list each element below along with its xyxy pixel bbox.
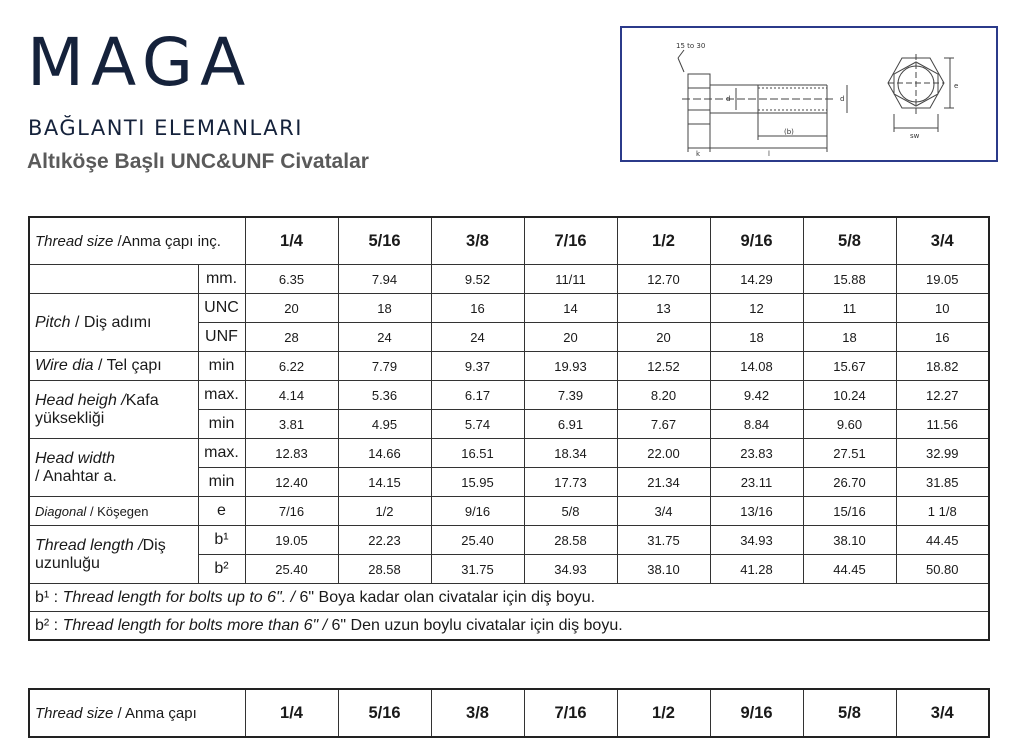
thread-size-label-en: Thread size (35, 232, 114, 250)
value-cell: 11 (803, 294, 896, 323)
thread-size-label-tr: /Anma çapı inç. (113, 232, 221, 250)
row-label-tr: Kafa yüksekliği (35, 391, 159, 427)
size-header: 1/4 (245, 217, 338, 265)
value-cell: 28.58 (338, 555, 431, 584)
value-cell: 20 (524, 323, 617, 352)
value-cell: 12 (710, 294, 803, 323)
value-cell: 7.79 (338, 352, 431, 381)
header-row (29, 217, 989, 265)
value-cell: 20 (617, 323, 710, 352)
unit-cell: max. (198, 381, 245, 410)
value-cell: 50.80 (896, 555, 989, 584)
size-header: 7/16 (524, 217, 617, 265)
value-cell: 14.08 (710, 352, 803, 381)
brand-logo: MAGA (27, 24, 253, 101)
value-cell: 44.45 (803, 555, 896, 584)
value-cell: 9.37 (431, 352, 524, 381)
unit-cell: mm. (198, 265, 245, 294)
thread-size-label-2-tr: / Anma çapı (113, 704, 197, 722)
value-cell: 19.05 (245, 526, 338, 555)
value-cell: 20 (245, 294, 338, 323)
size-header: 5/16 (338, 689, 431, 737)
size-header: 7/16 (524, 689, 617, 737)
row-label (29, 265, 198, 294)
unit-cell: UNF (198, 323, 245, 352)
unit-cell: UNC (198, 294, 245, 323)
drawing-label-k: k (696, 150, 701, 158)
value-cell: 8.20 (617, 381, 710, 410)
value-cell: 11.56 (896, 410, 989, 439)
size-header: 9/16 (710, 217, 803, 265)
footnote-mark: b¹ : (35, 588, 63, 606)
value-cell: 12.70 (617, 265, 710, 294)
unit-cell: b¹ (198, 526, 245, 555)
row-label (29, 294, 198, 352)
value-cell: 14.29 (710, 265, 803, 294)
value-cell: 22.00 (617, 439, 710, 468)
value-cell: 9/16 (431, 497, 524, 526)
value-cell: 15.88 (803, 265, 896, 294)
value-cell: 38.10 (617, 555, 710, 584)
unit-cell: min (198, 468, 245, 497)
value-cell: 14 (524, 294, 617, 323)
table-row (29, 497, 989, 526)
row-label (29, 352, 198, 381)
size-header: 9/16 (710, 689, 803, 737)
size-header: 5/16 (338, 217, 431, 265)
value-cell: 13 (617, 294, 710, 323)
value-cell: 25.40 (431, 526, 524, 555)
drawing-label-ds: d (840, 95, 845, 103)
bolt-drawing-svg (622, 28, 996, 160)
value-cell: 3/4 (617, 497, 710, 526)
value-cell: 7.94 (338, 265, 431, 294)
bolt-spec-table (28, 216, 990, 641)
table-row (29, 265, 989, 294)
unit-cell: min (198, 410, 245, 439)
value-cell: 14.66 (338, 439, 431, 468)
size-header: 3/4 (896, 689, 989, 737)
value-cell: 5.36 (338, 381, 431, 410)
thread-size-label-2 (29, 689, 245, 737)
value-cell: 18 (338, 294, 431, 323)
row-label (29, 526, 198, 584)
value-cell: 12.27 (896, 381, 989, 410)
value-cell: 41.28 (710, 555, 803, 584)
row-label-en: Thread length / (35, 536, 143, 554)
footnote-mark: b² : (35, 616, 63, 634)
row-label-tr: / Diş adımı (70, 313, 152, 331)
size-header: 1/2 (617, 217, 710, 265)
row-label-tr: Diş uzunluğu (35, 536, 166, 572)
value-cell: 7.67 (617, 410, 710, 439)
drawing-label-b: (b) (784, 128, 794, 136)
value-cell: 28.58 (524, 526, 617, 555)
value-cell: 19.93 (524, 352, 617, 381)
value-cell: 12.40 (245, 468, 338, 497)
value-cell: 18 (803, 323, 896, 352)
footnote-tr: 6" Boya kadar olan civatalar için diş boyu. (299, 588, 596, 606)
drawing-label-d: d (726, 95, 731, 103)
value-cell: 5/8 (524, 497, 617, 526)
table-row (29, 352, 989, 381)
value-cell: 7/16 (245, 497, 338, 526)
drawing-label-l: l (768, 150, 770, 158)
value-cell: 21.34 (617, 468, 710, 497)
row-label-tr: / Tel çapı (93, 357, 162, 374)
drawing-angle-label: 15 to 30 (676, 42, 706, 50)
value-cell: 25.40 (245, 555, 338, 584)
value-cell: 16.51 (431, 439, 524, 468)
row-label-tr: / Köşegen (86, 503, 149, 519)
value-cell: 44.45 (896, 526, 989, 555)
value-cell: 38.10 (803, 526, 896, 555)
size-header: 1/4 (245, 689, 338, 737)
value-cell: 15.95 (431, 468, 524, 497)
footnote-row (29, 584, 989, 612)
value-cell: 9.42 (710, 381, 803, 410)
value-cell: 6.22 (245, 352, 338, 381)
value-cell: 3.81 (245, 410, 338, 439)
bolt-technical-drawing (620, 26, 998, 162)
value-cell: 8.84 (710, 410, 803, 439)
row-label (29, 439, 198, 497)
value-cell: 9.60 (803, 410, 896, 439)
value-cell: 12.83 (245, 439, 338, 468)
thread-size-label (29, 217, 245, 265)
drawing-label-sw: sw (910, 132, 920, 140)
value-cell: 16 (896, 323, 989, 352)
table-row (29, 439, 989, 468)
header-row-2 (29, 689, 989, 737)
footnote-tr: 6" Den uzun boylu civatalar için diş boyu. (331, 616, 623, 634)
value-cell: 24 (338, 323, 431, 352)
table-row (29, 526, 989, 555)
value-cell: 18.82 (896, 352, 989, 381)
footnote-row (29, 612, 989, 641)
value-cell: 6.17 (431, 381, 524, 410)
unit-cell: b² (198, 555, 245, 584)
value-cell: 31.85 (896, 468, 989, 497)
value-cell: 1 1/8 (896, 497, 989, 526)
size-header: 3/8 (431, 217, 524, 265)
row-label-en: Wire dia (35, 357, 94, 374)
value-cell: 10 (896, 294, 989, 323)
value-cell: 18.34 (524, 439, 617, 468)
drawing-label-e: e (954, 82, 959, 90)
value-cell: 17.73 (524, 468, 617, 497)
value-cell: 12.52 (617, 352, 710, 381)
size-header: 5/8 (803, 217, 896, 265)
value-cell: 15.67 (803, 352, 896, 381)
table-row (29, 381, 989, 410)
value-cell: 7.39 (524, 381, 617, 410)
row-label-en: Diagonal (35, 503, 87, 519)
value-cell: 11/11 (524, 265, 617, 294)
value-cell: 13/16 (710, 497, 803, 526)
brand-tagline: BAĞLANTI ELEMANLARI (28, 116, 303, 140)
value-cell: 6.35 (245, 265, 338, 294)
row-label-tr: / Anahtar a. (35, 467, 117, 485)
value-cell: 9.52 (431, 265, 524, 294)
unit-cell: e (198, 497, 245, 526)
footnote-en: Thread length for bolts more than 6" / (62, 616, 332, 634)
value-cell: 31.75 (431, 555, 524, 584)
value-cell: 22.23 (338, 526, 431, 555)
value-cell: 26.70 (803, 468, 896, 497)
value-cell: 18 (710, 323, 803, 352)
value-cell: 19.05 (896, 265, 989, 294)
value-cell: 34.93 (524, 555, 617, 584)
footnote (29, 584, 989, 612)
value-cell: 16 (431, 294, 524, 323)
size-header: 3/8 (431, 689, 524, 737)
page-title: Altıköşe Başlı UNC&UNF Civatalar (27, 150, 369, 173)
value-cell: 23.11 (710, 468, 803, 497)
value-cell: 14.15 (338, 468, 431, 497)
unit-cell: max. (198, 439, 245, 468)
value-cell: 28 (245, 323, 338, 352)
value-cell: 1/2 (338, 497, 431, 526)
value-cell: 24 (431, 323, 524, 352)
value-cell: 10.24 (803, 381, 896, 410)
row-label-en: Head heigh / (35, 391, 126, 409)
footnote (29, 612, 989, 641)
value-cell: 4.14 (245, 381, 338, 410)
table-row (29, 294, 989, 323)
thread-size-label-2-en: Thread size (35, 704, 114, 722)
value-cell: 31.75 (617, 526, 710, 555)
bolt-spec-table-2 (28, 688, 990, 738)
value-cell: 15/16 (803, 497, 896, 526)
value-cell: 5.74 (431, 410, 524, 439)
row-label (29, 497, 198, 526)
value-cell: 4.95 (338, 410, 431, 439)
value-cell: 6.91 (524, 410, 617, 439)
value-cell: 27.51 (803, 439, 896, 468)
size-header: 5/8 (803, 689, 896, 737)
row-label-en: Pitch (35, 313, 71, 331)
value-cell: 32.99 (896, 439, 989, 468)
row-label-en: Head width (35, 449, 116, 467)
size-header: 1/2 (617, 689, 710, 737)
value-cell: 34.93 (710, 526, 803, 555)
value-cell: 23.83 (710, 439, 803, 468)
footnote-en: Thread length for bolts up to 6". / (62, 588, 300, 606)
row-label (29, 381, 198, 439)
size-header: 3/4 (896, 217, 989, 265)
unit-cell: min (198, 352, 245, 381)
